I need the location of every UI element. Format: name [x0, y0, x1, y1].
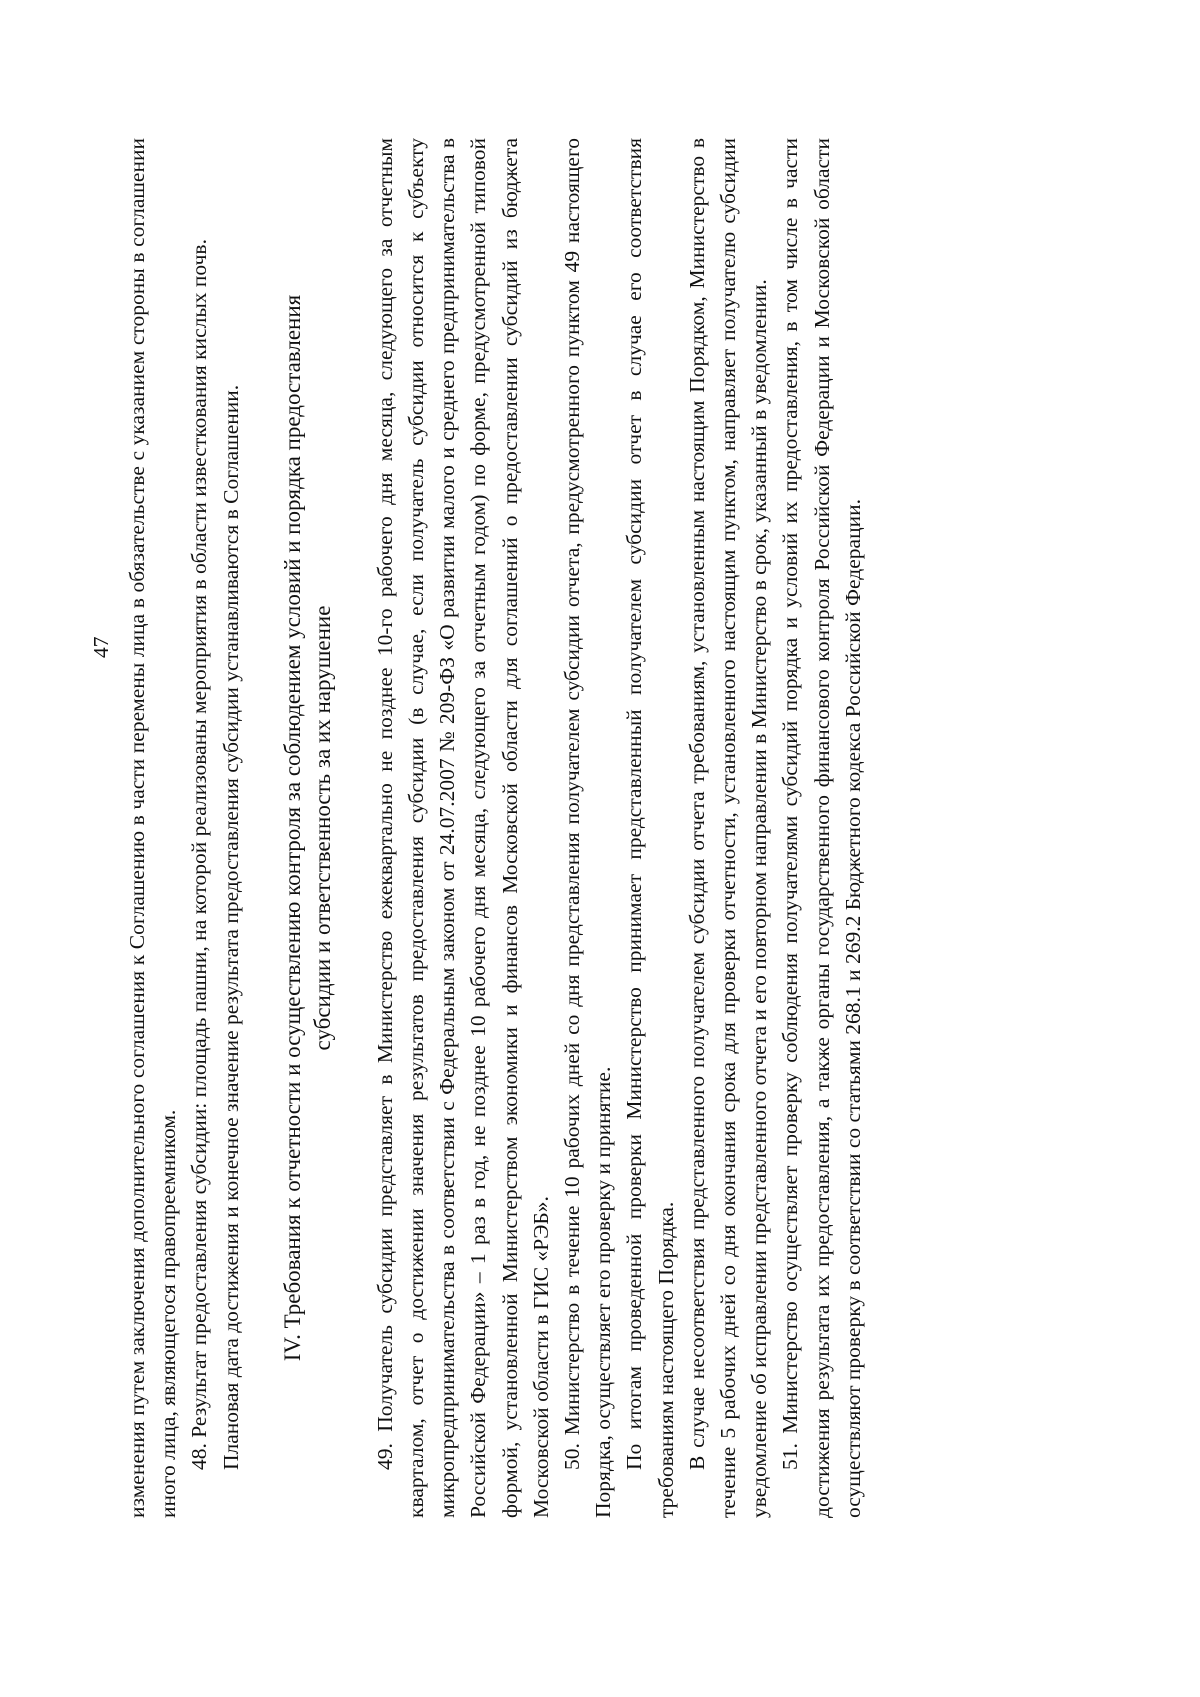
paragraph-continuation: изменения путем заключения дополнительного соглашения к Соглашению в части перемены лица в обязательстве с указанием стороны в соглашении иного лица, являющегося правопреемником.	[125, 138, 181, 1518]
top-block	[122, 138, 247, 1518]
paragraph-50: 50. Министерство в течение 10 рабочих дней со дня представления получателем субсидии отчета, предусмотренного пунктом 49 настоящего Порядка, осуществляет его проверку и принятие.	[560, 138, 616, 1518]
paragraph-49: 49. Получатель субсидии представляет в Министерство ежеквартально не позднее 10-го рабочего дня месяца, следующего за отчетным кварталом, отчет о достижении значения результатов предоставления субсидии (в случае, если получатель субсидии относится к субъекту микропредпринимательства в соответствии с Федеральным законом от 24.07.2007 № 209-ФЗ «О развитии малого и среднего предпринимательства в Российской Федерации» – 1 раз в год, не позднее 10 рабочего дня месяца, следующего за отчетным годом) по форме, предусмотренной типовой формой, установленной Министерством экономики и финансов Московской области для соглашений о предоставлении субсидий из бюджета Московской области в ГИС «РЭБ».	[372, 138, 553, 1518]
paragraph-50-acceptance: По итогам проведенной проверки Министерство принимает представленный получателем субсидии отчет в случае его соответствия требованиям настоящего Порядка.	[622, 138, 678, 1518]
page-number: 47	[89, 636, 113, 658]
paragraph-48: 48. Результат предоставления субсидии: площадь пашни, на которой реализованы мероприятия в области известкования кислых почв.	[187, 239, 212, 1470]
paragraph-50-noncompliance: В случае несоответствия представленного получателем субсидии отчета требованиям, установленным настоящим Порядком, Министерство в течение 5 рабочих дней со дня окончания срока для проверки отчетности, установленного настоящим пунктом, направляет получателю субсидии уведомление об исправлении представленного отчета и его повторном направлении в Министерство в срок, указанный в уведомлении.	[684, 138, 772, 1518]
section-heading-line2: субсидии и ответственность за их нарушение	[309, 605, 335, 1051]
paragraph-51: 51. Министерство осуществляет проверку соблюдения получателями субсидий порядка и условий их предоставления, в том числе в части достижения результата их предоставления, а также органы государственного финансового контроля Российской Федерации и Московской области осуществляют проверку в соответствии со статьями 268.1 и 269.2 Бюджетного кодекса Российской Федерации.	[778, 138, 865, 1518]
rotated-content	[89, 138, 869, 1518]
section-heading-line1: IV. Требования к отчетности и осуществлению контроля за соблюдением условий и порядка предоставления	[279, 294, 305, 1362]
paragraph-48-dates: Плановая дата достижения и конечное значение результата предоставления субсидии устанавливаются в Соглашении.	[218, 384, 243, 1470]
section-heading	[278, 138, 338, 1518]
body-block	[370, 138, 869, 1518]
